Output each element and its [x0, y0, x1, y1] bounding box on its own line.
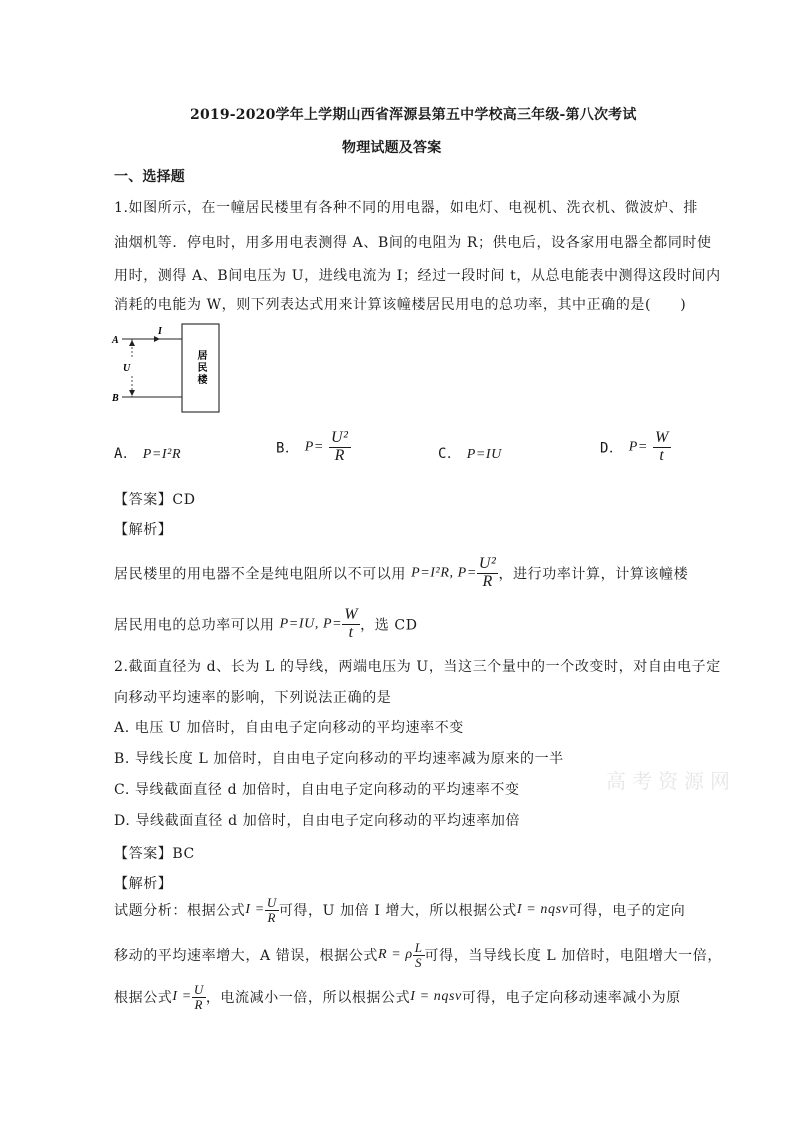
option-d-denominator: t	[659, 446, 665, 464]
q2-a1-post: 可得，电子的定向	[568, 903, 686, 920]
option-b-fraction	[329, 430, 351, 465]
voltage-arrow-down	[129, 390, 135, 396]
q1-analysis-1-numerator: U²	[478, 555, 497, 572]
q1-analysis-2-formula: P=IU, P=	[279, 616, 343, 632]
label-b: B	[112, 393, 119, 404]
q1-analysis-2-numerator: W	[344, 606, 359, 623]
q1-line-4: 消耗的电能为 W，则下列表达式用来计算该幢楼居民用电的总功率，其中正确的是( )	[114, 297, 687, 313]
q2-analysis-line-2	[114, 941, 722, 969]
q2-a3-denominator: R	[194, 996, 204, 1012]
q2-line-2: 向移动平均速率的影响，下列说法正确的是	[114, 690, 392, 706]
q2-a3-mid: ，电流减小一倍，所以根据公式	[205, 990, 411, 1007]
q1-option-b	[276, 430, 351, 465]
q2-a1-formula-lhs: I =	[245, 902, 265, 918]
q1-analysis-1-fraction	[477, 556, 499, 591]
q2-a1-denominator: R	[267, 909, 277, 925]
section-heading: 一、选择题	[114, 169, 185, 185]
q1-analysis-1-text-a: 居民楼里的用电器不全是纯电阻所以不可以用	[114, 566, 412, 583]
q2-a2-numerator: L	[414, 940, 423, 955]
q1-analysis-2-text-a: 居民用电的总功率可以用	[114, 617, 280, 634]
q1-line-1: 1.如图所示，在一幢居民楼里有各种不同的用电器，如电灯、电视机、洗衣机、微波炉、排	[114, 200, 698, 216]
q2-a3-formula-2: I = nqsv	[410, 989, 462, 1005]
q1-analysis-2-text-b: ，选 CD	[360, 617, 418, 634]
option-c-label: C．	[438, 446, 462, 462]
q2-analysis-heading: 【解析】	[114, 876, 173, 892]
q2-a2-fraction	[413, 941, 425, 969]
q2-a1-pre: 试题分析：根据公式	[114, 903, 246, 920]
page-subtitle: 物理试题及答案	[342, 140, 442, 156]
q2-a2-denominator: S	[415, 954, 423, 970]
voltage-arrow-up	[129, 340, 135, 346]
label-a: A	[112, 335, 119, 346]
circuit-diagram	[108, 318, 238, 418]
option-b-label: B．	[276, 440, 300, 457]
q2-option-b: B. 导线长度 L 加倍时，自由电子定向移动的平均速率减为原来的一半	[114, 751, 564, 767]
q2-a3-post: 可得，电子定向移动速率减小为原	[461, 990, 681, 1007]
q1-option-d	[600, 430, 671, 465]
watermark: 高考资源网	[606, 769, 736, 793]
q1-analysis-1-denominator: R	[482, 572, 493, 590]
q2-option-a: A. 电压 U 加倍时，自由电子定向移动的平均速率不变	[114, 720, 464, 736]
option-d-numerator: W	[654, 429, 669, 446]
q1-answer: 【答案】CD	[114, 492, 196, 508]
q2-a1-mid: 可得，U 加倍 I 增大，所以根据公式	[278, 903, 517, 920]
option-b-numerator: U²	[330, 429, 349, 446]
q1-analysis-1-formula: P=I²R, P=	[411, 565, 477, 581]
q2-option-d: D. 导线截面直径 d 加倍时，自由电子定向移动的平均速率加倍	[114, 813, 521, 829]
option-d-fraction	[653, 430, 671, 465]
q2-option-c: C. 导线截面直径 d 加倍时，自由电子定向移动的平均速率不变	[114, 782, 520, 798]
q2-analysis-line-1	[114, 896, 685, 924]
q1-analysis-line-2	[114, 607, 418, 642]
q2-a3-numerator: U	[193, 982, 204, 997]
q2-a1-numerator: U	[266, 895, 277, 910]
label-i: I	[158, 326, 162, 337]
page-title: 2019-2020学年上学期山西省浑源县第五中学校高三年级-第八次考试	[190, 107, 637, 123]
option-d-label: D．	[600, 440, 624, 457]
q2-a3-formula-lhs: I =	[172, 989, 192, 1005]
q1-line-3: 用时，测得 A、B间电压为 U，进线电流为 I；经过一段时间 t，从总电能表中测得这段时间内	[114, 268, 721, 284]
q2-a1-formula-2: I = nqsv	[516, 902, 569, 918]
q2-analysis-line-3	[114, 983, 681, 1011]
option-a-formula: P=I²R	[142, 447, 182, 462]
q1-analysis-2-denominator: t	[348, 623, 354, 641]
option-a-label: A．	[114, 446, 138, 462]
label-u: U	[123, 363, 131, 374]
q1-option-c	[438, 443, 502, 463]
q1-analysis-line-1	[114, 556, 688, 591]
q1-option-a	[114, 443, 181, 463]
option-d-prefix: P=	[628, 439, 648, 455]
q2-answer: 【答案】BC	[114, 846, 195, 862]
building-label: 居民楼	[195, 350, 206, 386]
q1-analysis-1-text-b: ，进行功率计算，计算该幢楼	[498, 566, 689, 583]
q2-a3-pre: 根据公式	[114, 990, 173, 1007]
option-b-prefix: P=	[304, 439, 324, 455]
q2-a2-pre: 移动的平均速率增大，A 错误，根据公式	[114, 948, 378, 965]
option-b-denominator: R	[334, 446, 345, 464]
option-c-formula: P=IU	[466, 447, 502, 462]
q2-a2-mid: 可得，当导线长度 L 加倍时，电阻增大一倍，	[424, 948, 722, 965]
q2-a2-formula-lhs: R = ρ	[377, 947, 413, 963]
q1-line-2: 油烟机等．停电时，用多用电表测得 A、B间的电阻为 R；供电后，设各家用电器全都同时使	[114, 235, 712, 251]
q2-a1-fraction	[265, 896, 279, 924]
q2-a3-fraction	[192, 983, 206, 1011]
q1-analysis-2-fraction	[342, 607, 360, 642]
q2-line-1: 2.截面直径为 d、长为 L 的导线，两端电压为 U，当这三个量中的一个改变时，对自由电子定	[114, 659, 721, 675]
q1-analysis-heading: 【解析】	[114, 522, 173, 538]
